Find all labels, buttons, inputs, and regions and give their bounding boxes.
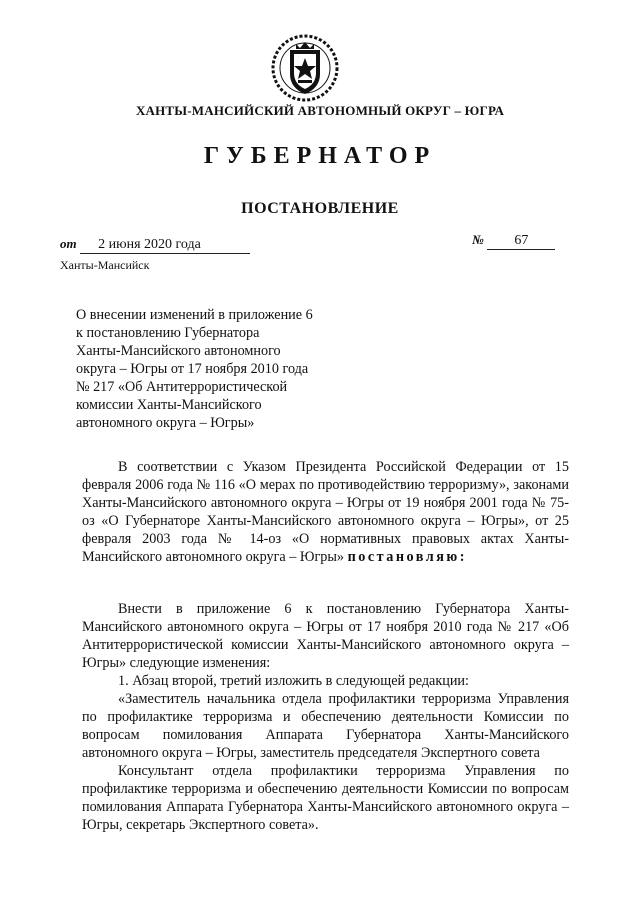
date-value: 2 июня 2020 года xyxy=(80,237,250,254)
preamble-paragraph xyxy=(82,458,569,566)
decree-word: постановляю: xyxy=(347,549,467,565)
coat-of-arms-emblem xyxy=(270,32,340,104)
number-field xyxy=(472,232,555,250)
region-name: ХАНТЫ-МАНСИЙСКИЙ АВТОНОМНЫЙ ОКРУГ – ЮГРА xyxy=(135,103,505,118)
subject-line: автономного округа – Югры» xyxy=(76,415,255,431)
paragraph: «Заместитель начальника отдела профилактики терроризма Управления по профилактике терроризма и обеспечению деятельности Комиссии по вопросам помилования Аппарата Губернатора Ханты-Мансийского автономного округа – Югры, заместитель председателя Экспертного совета xyxy=(82,691,569,761)
subject-line: Ханты-Мансийского автономного xyxy=(76,343,281,359)
document-subject xyxy=(76,306,346,432)
subject-line: округа – Югры от 17 ноября 2010 года xyxy=(76,361,309,377)
subject-line: № 217 «Об Антитеррористической xyxy=(76,379,288,395)
date-field xyxy=(60,236,250,254)
subject-line: комиссии Ханты-Мансийского xyxy=(76,397,262,413)
paragraph: 1. Абзац второй, третий изложить в следующей редакции: xyxy=(118,673,469,689)
document-type: ПОСТАНОВЛЕНИЕ xyxy=(241,200,399,217)
subject-line: О внесении изменений в приложение 6 xyxy=(76,307,313,323)
document-author: ГУБЕРНАТОР xyxy=(203,143,437,169)
number-prefix: № xyxy=(472,232,484,247)
date-prefix: от xyxy=(60,236,77,251)
preamble-text: В соответствии с Указом Президента Российской Федерации от 15 февраля 2006 года № 116 «О мерах по противодействию терроризму», законами Ханты-Мансийского автономного округа – Югры от 19 ноября 2001 года № 75-оз «О Губернаторе Ханты-Мансийского автономного округа – Югры», от 25 февраля 2003 года № 14-оз «О нормативных правовых актах Ханты-Мансийского автономного округа – Югры» xyxy=(82,459,569,565)
amendments-section xyxy=(82,600,569,834)
paragraph: Консультант отдела профилактики терроризма Управления по профилактике терроризма и обеспечению деятельности Комиссии по вопросам помилования Аппарата Губернатора Ханты-Мансийского автономного округа – Югры, секретарь Экспертного совета». xyxy=(82,763,569,833)
city: Ханты-Мансийск xyxy=(60,258,150,272)
subject-line: к постановлению Губернатора xyxy=(76,325,260,341)
paragraph: Внести в приложение 6 к постановлению Губернатора Ханты-Мансийского автономного округа – Югры от 17 ноября 2010 года № 217 «Об Антитеррористической комиссии Ханты-Мансийского автономного округа – Югры» следующие изменения: xyxy=(82,601,569,671)
number-value: 67 xyxy=(487,233,555,250)
